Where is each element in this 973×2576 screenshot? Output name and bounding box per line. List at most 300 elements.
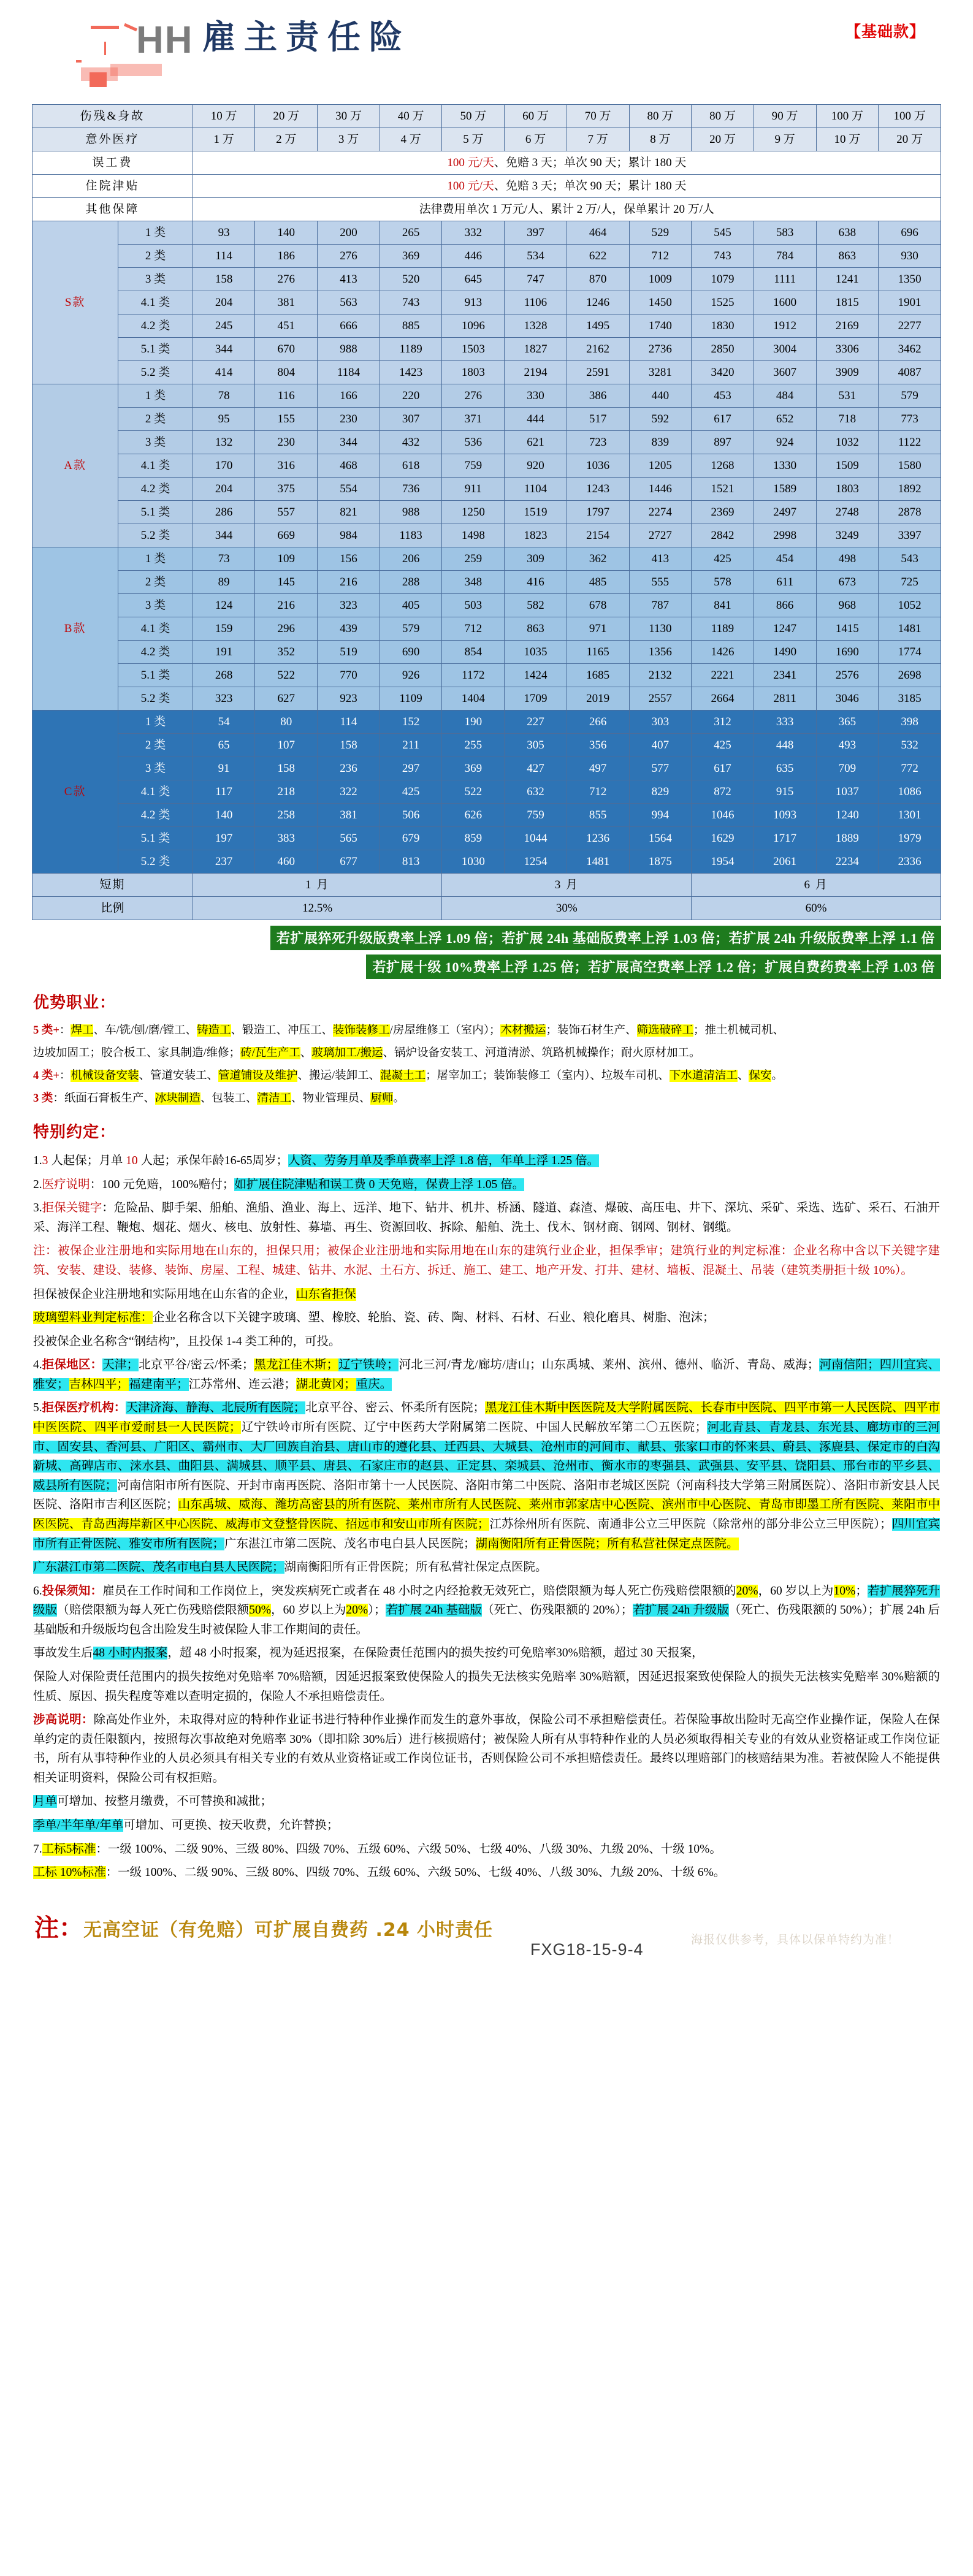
special-item-6-monthly xyxy=(33,1792,940,1812)
rate-cell: 968 xyxy=(816,594,879,617)
s6-hl2: 10% xyxy=(833,1584,856,1598)
rate-cell: 743 xyxy=(380,291,442,314)
rate-cell: 381 xyxy=(318,804,380,827)
rate-cell: 1954 xyxy=(692,850,754,874)
rate-cell: 1189 xyxy=(380,338,442,361)
rate-cell: 592 xyxy=(629,408,692,431)
special-item-1 xyxy=(33,1151,940,1171)
coverage-cell: 80 万 xyxy=(629,105,692,128)
rate-cell: 536 xyxy=(442,431,505,454)
rate-cell: 759 xyxy=(505,804,567,827)
rate-cell: 397 xyxy=(505,221,567,245)
s5-idx: 5. xyxy=(33,1401,42,1415)
rate-cell: 4087 xyxy=(879,361,941,384)
rate-cell: 344 xyxy=(193,338,255,361)
rate-cell: 841 xyxy=(692,594,754,617)
green-banner-1-text: 若扩展猝死升级版费率上浮 1.09 倍；若扩展 24h 基础版费率上浮 1.03 倍；若扩展 24h 升级版费率上浮 1.1 倍 xyxy=(270,926,941,950)
special-item-6-height-note xyxy=(33,1710,940,1788)
rate-row xyxy=(32,454,941,478)
rate-cell: 1104 xyxy=(505,478,567,501)
rate-cell: 145 xyxy=(255,571,318,594)
s1-a: 3 xyxy=(42,1154,48,1168)
s6-a: 雇员在工作时间和工作岗位上，突发疾病死亡或者在 48 小时之内经抢救无效死亡，赔偿限额为每人死亡伤残赔偿限额的 xyxy=(102,1584,736,1598)
rate-cell: 859 xyxy=(442,827,505,850)
rate-cell: 1330 xyxy=(754,454,816,478)
rate-cell: 220 xyxy=(380,384,442,408)
rate-cell: 230 xyxy=(255,431,318,454)
occ-5-colon: ： xyxy=(59,1024,71,1037)
rate-cell: 1246 xyxy=(567,291,629,314)
rate-cell: 362 xyxy=(567,547,629,571)
rate-cell: 413 xyxy=(318,268,380,291)
rate-row xyxy=(32,478,941,501)
s7b-a: ：一级 100%、二级 90%、三级 80%、四级 70%、五级 60%、六级 50%、七级 40%、八级 30%、九级 20%、十级 6%。 xyxy=(105,1866,726,1880)
rate-class-label: 4.1 类 xyxy=(118,617,193,641)
s4-e: 吉林四平； xyxy=(69,1378,129,1391)
rate-cell: 1498 xyxy=(442,524,505,547)
rate-cell: 3046 xyxy=(816,687,879,711)
rate-cell: 371 xyxy=(442,408,505,431)
rate-cell: 611 xyxy=(754,571,816,594)
rate-cell: 911 xyxy=(442,478,505,501)
rate-row xyxy=(32,617,941,641)
rate-class-label: 3 类 xyxy=(118,594,193,617)
rate-cell: 787 xyxy=(629,594,692,617)
rate-cell: 413 xyxy=(629,547,692,571)
rate-cell: 930 xyxy=(879,245,941,268)
ratio-value: 60% xyxy=(692,897,941,920)
rate-cell: 166 xyxy=(318,384,380,408)
rate-cell: 2169 xyxy=(816,314,879,338)
rate-cell: 924 xyxy=(754,431,816,454)
occ-5b-hl-1: 砖/瓦生产工 xyxy=(240,1047,300,1060)
rate-cell: 237 xyxy=(193,850,255,874)
rate-cell: 821 xyxy=(318,501,380,524)
rate-cell: 617 xyxy=(692,757,754,780)
rate-class-label: 4.2 类 xyxy=(118,804,193,827)
rate-cell: 1096 xyxy=(442,314,505,338)
rate-cell: 2061 xyxy=(754,850,816,874)
rate-row xyxy=(32,757,941,780)
s5-c: 黑龙江佳木斯中医医院及大学附属医院、长春市中医院、四平市第一人民医院、四平市中医医院、四平市爱耐县一人民医院； xyxy=(33,1401,940,1435)
s4-d: 河南信阳；四川宜宾、雅安； xyxy=(33,1358,940,1391)
rate-cell: 677 xyxy=(318,850,380,874)
rate-cell: 1685 xyxy=(567,664,629,687)
page-footer xyxy=(0,1892,973,1961)
rate-class-label: 5.2 类 xyxy=(118,850,193,874)
rate-cell: 579 xyxy=(879,384,941,408)
coverage-note-label: 住院津贴 xyxy=(32,175,193,198)
rate-cell: 1172 xyxy=(442,664,505,687)
rate-cell: 369 xyxy=(380,245,442,268)
rate-class-label: 5.1 类 xyxy=(118,664,193,687)
rate-cell: 333 xyxy=(754,711,816,734)
rate-row xyxy=(32,780,941,804)
s6-h: （死亡、伤残限额的 50%）；扩展 24h 后基础版和升级版均包含出险发生时被保险人非工作期间的责任。 xyxy=(33,1604,940,1636)
occ-5-hl-5: 筛选破碎工 xyxy=(636,1024,694,1037)
rate-cell: 116 xyxy=(255,384,318,408)
rate-cell: 414 xyxy=(193,361,255,384)
rate-cell: 2162 xyxy=(567,338,629,361)
coverage-row xyxy=(32,105,941,128)
rate-cell: 1600 xyxy=(754,291,816,314)
s5-label: 拒保医疗机构： xyxy=(42,1401,126,1415)
rate-cell: 1803 xyxy=(442,361,505,384)
rate-cell: 369 xyxy=(442,757,505,780)
rate-cell: 534 xyxy=(505,245,567,268)
rate-cell: 197 xyxy=(193,827,255,850)
rate-cell: 652 xyxy=(754,408,816,431)
rate-cell: 375 xyxy=(255,478,318,501)
rate-cell: 2019 xyxy=(567,687,629,711)
rate-cell: 2698 xyxy=(879,664,941,687)
rate-cell: 204 xyxy=(193,291,255,314)
rate-cell: 1356 xyxy=(629,641,692,664)
rate-cell: 2274 xyxy=(629,501,692,524)
occ-4-t5: 、搬运/装卸工、 xyxy=(297,1070,381,1083)
rate-cell: 425 xyxy=(380,780,442,804)
coverage-cell: 8 万 xyxy=(629,128,692,151)
occ-4-hl-3: 混凝土工 xyxy=(380,1070,426,1083)
coverage-cell: 4 万 xyxy=(380,128,442,151)
rate-cell: 255 xyxy=(442,734,505,757)
rate-cell: 316 xyxy=(255,454,318,478)
s4-i: 重庆。 xyxy=(356,1378,392,1391)
rate-cell: 1709 xyxy=(505,687,567,711)
rate-cell: 2369 xyxy=(692,501,754,524)
rate-cell: 1301 xyxy=(879,804,941,827)
rate-class-label: 5.1 类 xyxy=(118,827,193,850)
s5-k: 湖南衡阳所有正骨医院；所有私营社保定点医院。 xyxy=(475,1537,739,1550)
occ-4-label: 4 类+ xyxy=(33,1070,59,1083)
rate-class-label: 1 类 xyxy=(118,711,193,734)
rate-class-label: 5.2 类 xyxy=(118,687,193,711)
occ-4-t11: 。 xyxy=(771,1070,783,1083)
rate-cell: 522 xyxy=(255,664,318,687)
rate-cell: 988 xyxy=(318,338,380,361)
rate-cell: 669 xyxy=(255,524,318,547)
rate-cell: 1404 xyxy=(442,687,505,711)
rate-cell: 926 xyxy=(380,664,442,687)
rate-cell: 191 xyxy=(193,641,255,664)
rate-cell: 736 xyxy=(380,478,442,501)
s6-m1-hl: 月单 xyxy=(33,1795,58,1808)
footer-note xyxy=(34,1908,493,1943)
occ-3-hl-2: 清洁工 xyxy=(257,1092,291,1105)
rate-cell: 3607 xyxy=(754,361,816,384)
rate-cell: 1240 xyxy=(816,804,879,827)
rate-cell: 2811 xyxy=(754,687,816,711)
rate-cell: 2154 xyxy=(567,524,629,547)
rate-cell: 557 xyxy=(255,501,318,524)
s4-c: 河北三河/青龙/廊坊/唐山；山东禹城、莱州、滨州、德州、临沂、青岛、威海； xyxy=(399,1358,820,1372)
rate-cell: 73 xyxy=(193,547,255,571)
edition-badge: 【基础款】 xyxy=(845,23,925,40)
rate-cell: 190 xyxy=(442,711,505,734)
rate-cell: 984 xyxy=(318,524,380,547)
rate-class-label: 1 类 xyxy=(118,547,193,571)
rate-cell: 988 xyxy=(380,501,442,524)
coverage-cell: 20 万 xyxy=(879,128,941,151)
occupation-line-5plus-cont xyxy=(33,1045,940,1063)
rate-cell: 712 xyxy=(629,245,692,268)
rate-cell: 386 xyxy=(567,384,629,408)
rate-cell: 206 xyxy=(380,547,442,571)
special-item-3-note-4 xyxy=(33,1332,940,1352)
rate-cell: 1503 xyxy=(442,338,505,361)
rate-cell: 696 xyxy=(879,221,941,245)
rate-cell: 1415 xyxy=(816,617,879,641)
green-banner-2 xyxy=(32,955,941,979)
rate-cell: 158 xyxy=(318,734,380,757)
rate-cell: 1979 xyxy=(879,827,941,850)
rate-cell: 204 xyxy=(193,478,255,501)
occ-5-hl-2: 铸造工 xyxy=(197,1024,231,1037)
occ-5-t6: /房屋维修工（室内）； xyxy=(389,1024,501,1037)
rate-cell: 673 xyxy=(816,571,879,594)
rate-cell: 2557 xyxy=(629,687,692,711)
rate-cell: 747 xyxy=(505,268,567,291)
rate-cell: 297 xyxy=(380,757,442,780)
coverage-cell: 60 万 xyxy=(505,105,567,128)
rate-cell: 2336 xyxy=(879,850,941,874)
ratio-value: 12.5% xyxy=(193,897,442,920)
rate-cell: 383 xyxy=(255,827,318,850)
rate-cell: 416 xyxy=(505,571,567,594)
rate-cell: 870 xyxy=(567,268,629,291)
rate-cell: 855 xyxy=(567,804,629,827)
short-term-row xyxy=(32,874,941,897)
rate-cell: 543 xyxy=(879,547,941,571)
occ-3-t3: 、包装工、 xyxy=(200,1092,258,1105)
rate-cell: 2727 xyxy=(629,524,692,547)
rate-cell: 344 xyxy=(193,524,255,547)
occ-4-t7: ；屠宰加工；装饰装修工（室内）、垃圾车司机、 xyxy=(425,1070,670,1083)
s6-i3: 保险人对保险责任范围内的损失按绝对免赔率 70%赔额，因延迟报案致使保险人的损失无法核实免赔率 30%赔额，因延迟报案致使保险人的损失无法核实免赔率 30%赔额的性质、原因、损失程度等难以查明定损的，保险人不承担赔偿责任。 xyxy=(33,1670,940,1703)
rate-cell: 323 xyxy=(193,687,255,711)
rate-cell: 622 xyxy=(567,245,629,268)
rate-cell: 245 xyxy=(193,314,255,338)
rate-cell: 863 xyxy=(505,617,567,641)
special-item-6 xyxy=(33,1582,940,1640)
rate-cell: 3004 xyxy=(754,338,816,361)
rate-cell: 2998 xyxy=(754,524,816,547)
coverage-note-value: 法律费用单次 1 万元/人、累计 2 万/人，保单累计 20 万/人 xyxy=(193,198,941,221)
rate-cell: 1797 xyxy=(567,501,629,524)
occ-5-hl-4: 木材搬运 xyxy=(500,1024,546,1037)
rate-cell: 679 xyxy=(380,827,442,850)
occ-5b-t5: 、锅炉设备安装工、河道清淤、筑路机械操作；耐火原材加工。 xyxy=(383,1047,701,1060)
rate-section-name: C款 xyxy=(32,711,118,874)
special-item-3-note-1 xyxy=(33,1241,940,1280)
s5-g: 山东禹城、威海、潍坊高密县的所有医院、莱州市所有人民医院、莱州市郭家店中心医院、滨州市中心医院、青岛市即墨工所有医院、莱阳市中医医院、青岛西海岸新区中心医院、威海市文登整骨医院、招远市和安山市所有医院； xyxy=(33,1498,940,1531)
rate-cell: 725 xyxy=(879,571,941,594)
rate-cell: 156 xyxy=(318,547,380,571)
rate-cell: 1035 xyxy=(505,641,567,664)
rate-cell: 89 xyxy=(193,571,255,594)
special-item-7b xyxy=(33,1863,940,1883)
rate-cell: 405 xyxy=(380,594,442,617)
rate-cell: 348 xyxy=(442,571,505,594)
rate-row xyxy=(32,547,941,571)
s6-e: ，60 岁以上为 xyxy=(270,1604,346,1617)
coverage-cell: 100 万 xyxy=(879,105,941,128)
s4-b3: 辽宁铁岭； xyxy=(338,1358,399,1372)
s6-hl1: 20% xyxy=(736,1584,758,1598)
rate-cell: 712 xyxy=(567,780,629,804)
rate-cell: 1183 xyxy=(380,524,442,547)
rate-class-label: 4.2 类 xyxy=(118,641,193,664)
rate-cell: 3397 xyxy=(879,524,941,547)
rate-cell: 170 xyxy=(193,454,255,478)
s4-a: 天津； xyxy=(102,1358,139,1372)
rate-cell: 1205 xyxy=(629,454,692,478)
rate-cell: 772 xyxy=(879,757,941,780)
rate-cell: 407 xyxy=(629,734,692,757)
rate-cell: 91 xyxy=(193,757,255,780)
rate-cell: 1423 xyxy=(380,361,442,384)
occ-4-t9: 、 xyxy=(737,1070,749,1083)
rate-cell: 1525 xyxy=(692,291,754,314)
tables-container xyxy=(0,104,973,920)
s2-label: 医疗说明 xyxy=(42,1178,90,1191)
occupation-line-4plus xyxy=(33,1067,940,1086)
rate-cell: 1803 xyxy=(816,478,879,501)
rate-cell: 117 xyxy=(193,780,255,804)
rate-cell: 638 xyxy=(816,221,879,245)
rate-cell: 398 xyxy=(879,711,941,734)
occupation-line-3 xyxy=(33,1090,940,1108)
coverage-cell: 40 万 xyxy=(380,105,442,128)
rate-cell: 259 xyxy=(442,547,505,571)
rate-cell: 723 xyxy=(567,431,629,454)
rate-cell: 296 xyxy=(255,617,318,641)
rate-class-label: 2 类 xyxy=(118,734,193,757)
rate-cell: 2748 xyxy=(816,501,879,524)
rate-cell: 2497 xyxy=(754,501,816,524)
rate-cell: 1481 xyxy=(567,850,629,874)
rate-cell: 531 xyxy=(816,384,879,408)
rate-cell: 635 xyxy=(754,757,816,780)
s5-a: 天津济海、静海、北辰所有医院； xyxy=(126,1401,306,1415)
occ-4-hl-4: 下水道清洁工 xyxy=(669,1070,738,1083)
brand-initials: HH xyxy=(136,19,194,61)
rate-row xyxy=(32,361,941,384)
s7-label: 工标5标准 xyxy=(42,1842,96,1856)
rate-cell: 266 xyxy=(567,711,629,734)
rate-cell: 784 xyxy=(754,245,816,268)
rate-row xyxy=(32,221,941,245)
special-item-5 xyxy=(33,1398,940,1553)
rate-cell: 645 xyxy=(442,268,505,291)
s3-note-4: 投被保企业名称含“钢结构”，且投保 1-4 类工种的，可投。 xyxy=(33,1335,341,1348)
coverage-cell: 9 万 xyxy=(754,128,816,151)
rate-cell: 554 xyxy=(318,478,380,501)
s5-i: 四川宜宾市所有正骨医院、雅安市所有医院； xyxy=(33,1517,940,1550)
occ-4-hl-1: 机械设备安装 xyxy=(71,1070,139,1083)
s1-c: 10 xyxy=(126,1154,138,1168)
rate-cell: 451 xyxy=(255,314,318,338)
s3-a: ：危险品、脚手架、船舶、渔船、渔业、海上、远洋、地下、钻井、机井、桥涵、隧道、森渣、爆破、高压电、井下、深坑、采矿、采选、选矿、采石、石油开采、海洋工程、鞭炮、烟花、烟火、核电、放射性、募墙、再生、资源回收、拆除、船舶、洗土、伐木、钢材商、钢网、钢材、钢缆。 xyxy=(33,1202,940,1234)
rate-row xyxy=(32,850,941,874)
rate-cell: 1122 xyxy=(879,431,941,454)
rate-cell: 829 xyxy=(629,780,692,804)
rate-cell: 1521 xyxy=(692,478,754,501)
rate-cell: 1328 xyxy=(505,314,567,338)
rate-class-label: 2 类 xyxy=(118,408,193,431)
rate-cell: 1446 xyxy=(629,478,692,501)
rate-cell: 1901 xyxy=(879,291,941,314)
rate-cell: 517 xyxy=(567,408,629,431)
rate-row xyxy=(32,384,941,408)
rate-cell: 140 xyxy=(193,804,255,827)
rate-cell: 1509 xyxy=(816,454,879,478)
rate-cell: 2850 xyxy=(692,338,754,361)
rate-cell: 498 xyxy=(816,547,879,571)
ratio-label: 比例 xyxy=(32,897,193,920)
rate-cell: 307 xyxy=(380,408,442,431)
rate-cell: 468 xyxy=(318,454,380,478)
rate-cell: 3281 xyxy=(629,361,692,384)
s6-note: 除高处作业外，未取得对应的特种作业证书进行特种作业操作而发生的意外事故，保险公司不承担赔偿责任。若保险事故出险时无高空作业操作证，保险人在保单约定的责任限额内，按照每次事故绝对免赔率 30%（即扣除 30%后）进行核损赔付；被保险人所有从事特种作业的人员必须取得相关专业的有效从业资格证或工作岗位证书，所有从事特种作业的人员必须具有相关专业的有效从业资格证或工作岗位证书，否则保险公司不承担赔偿责任。最终以理赔部门的核赔结果为准。若被保险人不能提供相关证明资料，保险公司有权拒赔。 xyxy=(33,1713,940,1785)
occ-5-t8: ；装饰石材生产、 xyxy=(546,1024,637,1037)
rate-cell: 1823 xyxy=(505,524,567,547)
occ-3-t7: 。 xyxy=(393,1092,405,1105)
rate-cell: 155 xyxy=(255,408,318,431)
coverage-row-label: 伤残&身故 xyxy=(32,105,193,128)
rate-cell: 1243 xyxy=(567,478,629,501)
s3-idx: 3. xyxy=(33,1202,42,1215)
rate-cell: 994 xyxy=(629,804,692,827)
rate-cell: 2277 xyxy=(879,314,941,338)
body-text xyxy=(0,990,973,1883)
rate-cell: 439 xyxy=(318,617,380,641)
special-item-3 xyxy=(33,1198,940,1237)
rate-cell: 563 xyxy=(318,291,380,314)
coverage-note-row xyxy=(32,175,941,198)
coverage-cell: 20 万 xyxy=(255,105,318,128)
short-term-period: 6 月 xyxy=(692,874,941,897)
rate-cell: 140 xyxy=(255,221,318,245)
s7-idx: 7. xyxy=(33,1842,42,1856)
rate-cell: 2221 xyxy=(692,664,754,687)
rate-row xyxy=(32,641,941,664)
rate-cell: 454 xyxy=(754,547,816,571)
rate-cell: 200 xyxy=(318,221,380,245)
occ-5-t10: ；推土机械司机、 xyxy=(693,1024,785,1037)
footer-note-text: 无高空证（有免赔）可扩展自费药 .24 小时责任 xyxy=(83,1919,494,1941)
coverage-note-value: 100 元/天、免赔 3 天；单次 90 天；累计 180 天 xyxy=(193,175,941,198)
rate-cell: 632 xyxy=(505,780,567,804)
s6-hl3: 若扩展猝死升级版 xyxy=(33,1584,940,1617)
rate-cell: 432 xyxy=(380,431,442,454)
rate-class-label: 1 类 xyxy=(118,221,193,245)
occ-5b-hl-2: 玻璃加工/搬运 xyxy=(311,1047,383,1060)
special-item-7 xyxy=(33,1840,940,1859)
rate-cell: 365 xyxy=(816,711,879,734)
rate-cell: 915 xyxy=(754,780,816,804)
coverage-cell: 3 万 xyxy=(318,128,380,151)
rate-class-label: 5.2 类 xyxy=(118,524,193,547)
rate-cell: 484 xyxy=(754,384,816,408)
s6-c: ； xyxy=(855,1584,868,1598)
occ-4-hl-5: 保安 xyxy=(749,1070,772,1083)
coverage-cell: 10 万 xyxy=(816,128,879,151)
s4-f: 福建南平； xyxy=(129,1378,189,1391)
rate-cell: 1030 xyxy=(442,850,505,874)
rate-cell: 95 xyxy=(193,408,255,431)
s5-b: 北京平谷、密云、怀柔所有医院； xyxy=(305,1401,486,1415)
